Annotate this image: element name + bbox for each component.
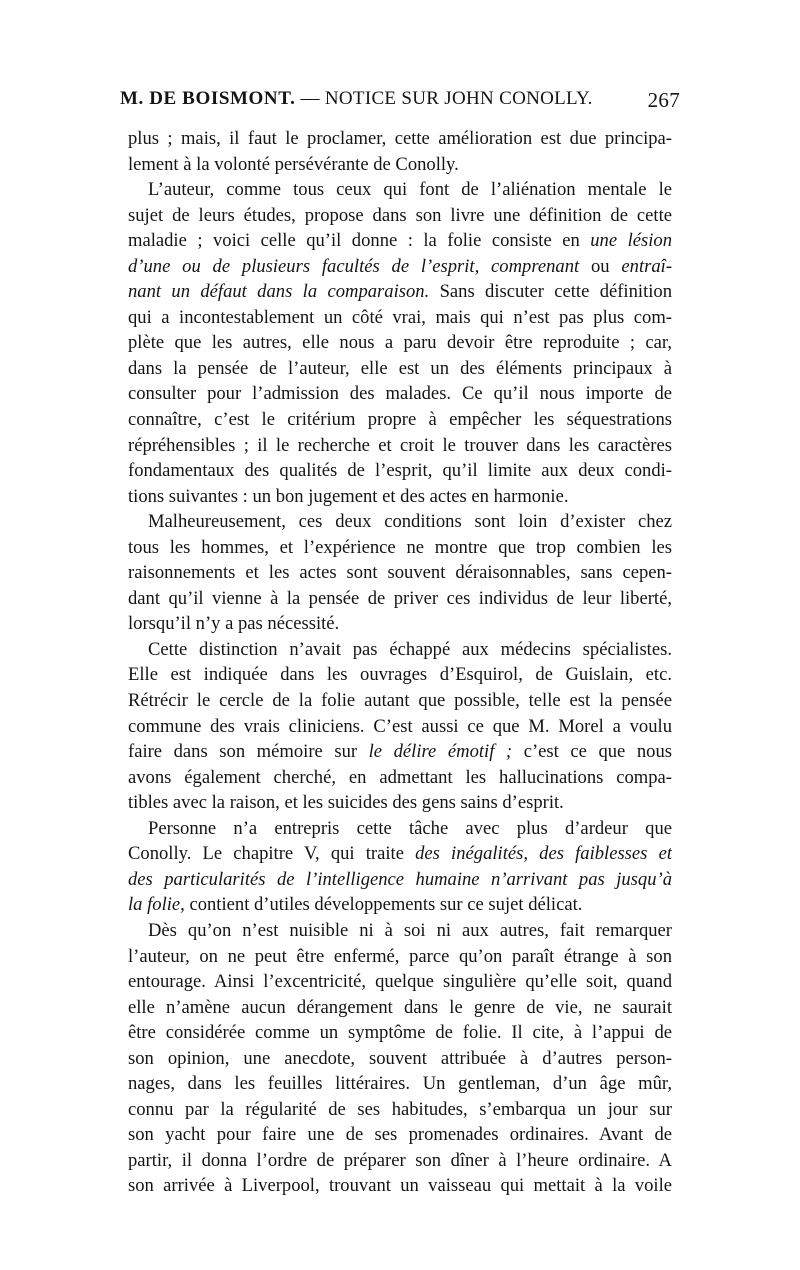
text-line — [128, 433, 672, 459]
text-span: maladie ; voici celle qu’il donne : la folie consiste en — [128, 230, 591, 252]
text-span: nages, dans les feuilles littéraires. Un gentleman, d’un âge mûr, — [128, 1073, 672, 1095]
text-span: Personne n’a entrepris cette tâche avec plus d’ardeur que — [148, 817, 672, 839]
text-line — [128, 867, 672, 893]
text-line — [128, 203, 672, 229]
text-line — [128, 995, 672, 1021]
italic-text: la folie, — [128, 894, 185, 916]
text-line — [128, 228, 672, 254]
text-line — [128, 918, 672, 944]
text-span: Cette distinction n’avait pas échappé aux médecins spécialistes. — [148, 638, 672, 660]
running-head-title: NOTICE SUR JOHN CONOLLY. — [324, 88, 593, 109]
italic-text: nant un défaut dans la comparaison. — [128, 281, 430, 303]
italic-text: entraî- — [621, 255, 672, 277]
body-text — [128, 126, 672, 1199]
text-span: Malheureusement, ces deux conditions sont loin d’exister chez — [148, 511, 672, 533]
text-line — [128, 1173, 672, 1199]
text-line — [128, 688, 672, 714]
page-number: 267 — [647, 88, 680, 112]
text-span: dant qu’il vienne à la pensée de priver ces individus de leur liberté, — [128, 587, 672, 609]
text-span: plus ; mais, il faut le proclamer, cette amélioration est due principa- — [128, 128, 672, 149]
running-head-dash: — — [300, 88, 320, 109]
text-span: raisonnements et les actes sont souvent déraisonnables, sans cepen- — [128, 562, 672, 584]
italic-text: d’une ou de plusieurs facultés de l’esprit, comprenant — [128, 255, 580, 277]
text-span: l’auteur, on ne peut être enfermé, parce qu’on paraît étrange à son — [128, 945, 672, 967]
text-span: son opinion, une anecdote, souvent attribuée à d’autres person- — [128, 1047, 672, 1069]
text-line — [128, 586, 672, 612]
text-span: Conolly. Le chapitre V, qui traite — [128, 843, 416, 865]
text-span: répréhensibles ; il le recherche et croit le trouver dans les caractères — [128, 434, 672, 456]
text-span: dans la pensée de l’auteur, elle est un des éléments principaux à — [128, 357, 672, 379]
text-line — [128, 1046, 672, 1072]
italic-text: une lésion — [590, 230, 672, 252]
text-line — [128, 560, 672, 586]
text-line — [128, 177, 672, 203]
running-head — [120, 88, 680, 110]
text-span: tibles avec la raison, et les suicides des gens sains d’esprit. — [128, 792, 564, 814]
text-line — [128, 944, 672, 970]
text-span: Elle est indiquée dans les ouvrages d’Esquirol, de Guislain, etc. — [128, 664, 672, 686]
text-line — [128, 484, 672, 510]
text-line — [128, 765, 672, 791]
text-span: connaître, c’est le critérium propre à empêcher les séquestrations — [128, 409, 672, 431]
text-line — [128, 714, 672, 740]
text-span: faire dans son mémoire sur — [128, 741, 369, 763]
text-span: contient d’utiles développements sur ce sujet délicat. — [184, 894, 583, 916]
text-line — [128, 816, 672, 842]
text-line — [128, 126, 672, 152]
text-line — [128, 279, 672, 305]
text-line — [128, 356, 672, 382]
text-line — [128, 1071, 672, 1097]
text-span: Rétrécir le cercle de la folie autant que possible, telle est la pensée — [128, 690, 672, 712]
text-line — [128, 458, 672, 484]
text-span: consulter pour l’admission des malades. Ce qu’il nous importe de — [128, 383, 672, 405]
running-head-author: M. DE BOISMONT. — [120, 88, 296, 109]
italic-text: le délire émotif ; — [368, 741, 513, 763]
text-span: partir, il donna l’ordre de préparer son dîner à l’heure ordinaire. A — [128, 1149, 672, 1171]
text-line — [128, 662, 672, 688]
text-span: elle n’amène aucun dérangement dans le genre de vie, ne saurait — [128, 996, 672, 1018]
text-span: ou — [579, 255, 622, 277]
text-line — [128, 1097, 672, 1123]
text-span: Dès qu’on n’est nuisible ni à soi ni aux autres, fait remarquer — [148, 919, 672, 941]
text-span: commune des vrais cliniciens. C’est aussi ce que M. Morel a voulu — [128, 715, 672, 737]
text-line — [128, 305, 672, 331]
text-span: fondamentaux des qualités de l’esprit, qu’il limite aux deux condi- — [128, 460, 672, 482]
text-line — [128, 1020, 672, 1046]
text-line — [128, 1148, 672, 1174]
italic-text: des inégalités, des faiblesses et — [415, 843, 672, 865]
text-span: entourage. Ainsi l’excentricité, quelque singulière qu’elle soit, quand — [128, 971, 672, 993]
text-line — [128, 1122, 672, 1148]
text-line — [128, 509, 672, 535]
text-span: être considérée comme un symptôme de folie. Il cite, à l’appui de — [128, 1022, 672, 1044]
text-line — [128, 381, 672, 407]
text-line — [128, 254, 672, 280]
text-line — [128, 892, 672, 918]
text-span: connu par la régularité de ses habitudes, s’embarqua un jour sur — [128, 1098, 672, 1120]
italic-text: des particularités de l’intelligence humaine n’arrivant pas jusqu’à — [128, 868, 672, 890]
text-line — [128, 407, 672, 433]
text-span: lorsqu’il n’y a pas nécessité. — [128, 613, 340, 635]
text-line — [128, 611, 672, 637]
text-span: sujet de leurs études, propose dans son livre une définition de cette — [128, 204, 672, 226]
text-span: lement à la volonté persévérante de Conolly. — [128, 153, 459, 175]
text-line — [128, 637, 672, 663]
text-line — [128, 969, 672, 995]
text-line — [128, 841, 672, 867]
text-line — [128, 535, 672, 561]
text-span: c’est ce que nous — [512, 741, 672, 763]
text-line — [128, 152, 672, 178]
text-span: Sans discuter cette définition — [429, 281, 672, 303]
text-line — [128, 790, 672, 816]
text-span: tous les hommes, et l’expérience ne montre que trop combien les — [128, 536, 672, 558]
text-span: L’auteur, comme tous ceux qui font de l’aliénation mentale le — [148, 179, 672, 201]
text-line — [128, 330, 672, 356]
text-span: avons également cherché, en admettant les hallucinations compa- — [128, 766, 672, 788]
text-span: son yacht pour faire une de ses promenades ordinaires. Avant de — [128, 1124, 672, 1146]
text-span: plète que les autres, elle nous a paru devoir être reproduite ; car, — [128, 332, 672, 354]
text-span: qui a incontestablement un côté vrai, mais qui n’est pas plus com- — [128, 306, 672, 328]
text-line — [128, 739, 672, 765]
text-span: tions suivantes : un bon jugement et des actes en harmonie. — [128, 485, 569, 507]
text-span: son arrivée à Liverpool, trouvant un vaisseau qui mettait à la voile — [128, 1175, 672, 1197]
